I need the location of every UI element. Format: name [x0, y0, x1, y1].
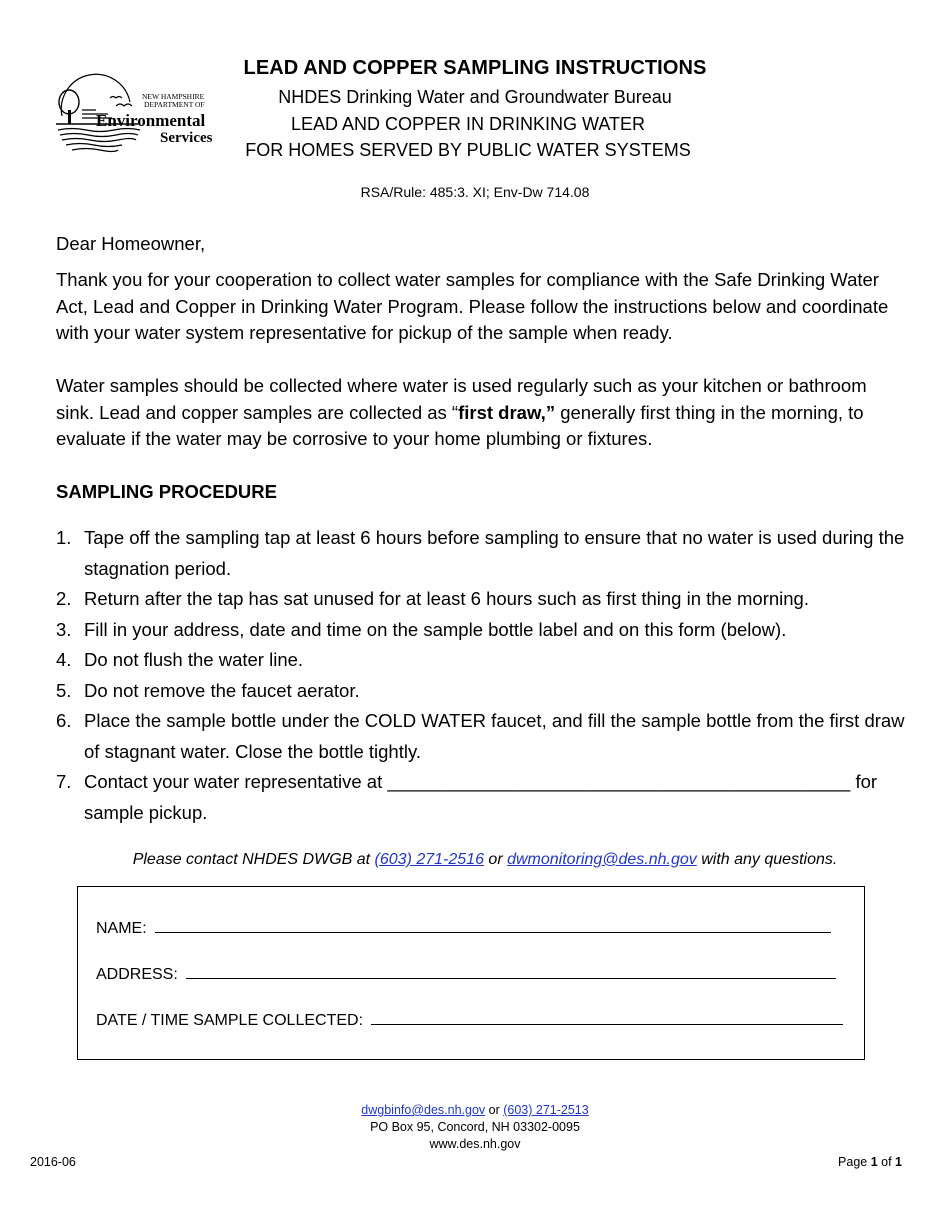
- step-text: Do not flush the water line.: [84, 649, 304, 670]
- name-field[interactable]: [155, 914, 831, 933]
- date-time-label: DATE / TIME SAMPLE COLLECTED:: [96, 1012, 364, 1029]
- step-text: Fill in your address, date and time on the sample bottle label and on this form (below).: [84, 618, 787, 640]
- contact-suffix: with any questions.: [696, 851, 838, 868]
- step-text: Do not remove the faucet aerator.: [84, 679, 360, 701]
- step-text: Tape off the sampling tap at least 6 hours before sampling to ensure that no water is used during the stagnation period.: [84, 527, 905, 579]
- contact-email-link[interactable]: dwmonitoring@des.nh.gov: [507, 851, 697, 868]
- address-label: ADDRESS:: [96, 966, 178, 983]
- step-text: Contact your water representative at _____________________________________________ for sample pickup.: [84, 771, 878, 823]
- footer-website: www.des.nh.gov: [429, 1137, 521, 1151]
- name-row: [96, 914, 831, 938]
- contact-or: or: [483, 851, 508, 868]
- page-number: [838, 1155, 902, 1169]
- procedure-step: [56, 676, 906, 707]
- bureau-name: NHDES Drinking Water and Groundwater Bureau: [278, 87, 672, 107]
- footer-contact: [0, 1103, 950, 1117]
- step-number: 5.: [56, 679, 72, 701]
- intro-paragraph: Thank you for your cooperation to collect water samples for compliance with the Safe Drinking Water Act, Lead and Copper in Drinking Water Program. Please follow the instructions below and coordinate with your water system representative for pickup of the sample when ready.: [56, 269, 889, 343]
- form-version: 2016-06: [30, 1155, 76, 1169]
- step-number: 2.: [56, 588, 72, 609]
- page-current: 1: [870, 1155, 878, 1169]
- step-text: Place the sample bottle under the COLD WATER faucet, and fill the sample bottle from the first draw of stagnant water. Close the bottle tightly.: [84, 710, 905, 762]
- subtitle-program: LEAD AND COPPER IN DRINKING WATER: [290, 114, 646, 134]
- footer-or: or: [485, 1103, 504, 1117]
- rsa-rule: RSA/Rule: 485:3. XI; Env-Dw 714.08: [360, 184, 590, 200]
- document-title: LEAD AND COPPER SAMPLING INSTRUCTIONS: [243, 57, 707, 79]
- page-total: 1: [895, 1155, 902, 1169]
- page-prefix: Page: [838, 1155, 871, 1169]
- logo-line2: DEPARTMENT OF: [144, 100, 205, 109]
- procedure-step: [56, 615, 906, 646]
- step-number: 7.: [56, 771, 72, 792]
- logo-line1: NEW HAMPSHIRE: [142, 92, 205, 101]
- para2-text-start: Water samples should be collected where water is used regularly such as your kitchen or bathroom sink. Lead and copper samples are collected as “: [56, 375, 867, 423]
- step-number: 4.: [56, 649, 72, 670]
- procedure-step: [56, 645, 906, 676]
- page-of: of: [877, 1155, 896, 1169]
- date-time-field[interactable]: [371, 1006, 843, 1025]
- footer-address: PO Box 95, Concord, NH 03302-0095: [370, 1120, 580, 1134]
- step-number: 6.: [56, 710, 72, 731]
- contact-phone-link[interactable]: (603) 271-2516: [374, 851, 484, 868]
- address-field[interactable]: [186, 960, 836, 979]
- procedure-step: [56, 523, 906, 584]
- logo-line3: Environmental: [96, 111, 206, 130]
- footer-email-link[interactable]: dwgbinfo@des.nh.gov: [361, 1103, 486, 1117]
- collection-paragraph: [56, 373, 906, 453]
- logo-line4: Services: [160, 130, 213, 146]
- step-text: Return after the tap has sat unused for at least 6 hours such as first thing in the morning.: [84, 588, 809, 609]
- subtitle-audience: FOR HOMES SERVED BY PUBLIC WATER SYSTEMS: [245, 140, 691, 160]
- contact-prefix: Please contact NHDES DWGB at: [132, 851, 375, 868]
- procedure-heading: SAMPLING PROCEDURE: [56, 481, 277, 502]
- date-time-row: [96, 1006, 843, 1030]
- step-number: 1.: [56, 527, 72, 548]
- procedure-steps: [56, 523, 906, 828]
- procedure-step: [56, 706, 906, 767]
- greeting: Dear Homeowner,: [56, 233, 206, 254]
- footer-phone-link[interactable]: (603) 271-2513: [503, 1103, 589, 1117]
- first-draw-bold: first draw,”: [458, 401, 556, 423]
- name-label: NAME:: [96, 920, 147, 937]
- procedure-step: [56, 584, 906, 615]
- contact-line: [0, 851, 950, 869]
- address-row: [96, 960, 836, 984]
- para2-text-end: generally first thing in the morning, to evaluate if the water may be corrosive to your home plumbing or fixtures.: [56, 401, 864, 449]
- step-number: 3.: [56, 618, 72, 640]
- procedure-step: [56, 767, 906, 828]
